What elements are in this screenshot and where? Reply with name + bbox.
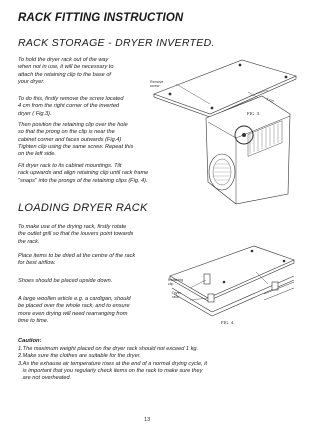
caution-item: 2.Make sure the clothes are suitable for the dryer. bbox=[18, 353, 141, 360]
figure-3-label: FIG. 3. bbox=[247, 111, 261, 116]
caution-title: Caution: bbox=[18, 338, 42, 344]
paragraph-woollen-article: A large woollen article e.g. a cardigan, should be placed over the whole rack, and to ensure more even drying will need rearranging from time to time. bbox=[18, 296, 131, 324]
paragraph-rotate-grill: To make use of the drying rack, firstly rotate the outlet grill so that the louvers point towards the rack. bbox=[18, 224, 134, 245]
caution-item: are not overheated. bbox=[18, 375, 72, 382]
paragraph-position-clip: Then position the retaining clip over the hole so that the prong on the clip is near the cabinet corner and faces outwards (Fig.4) Tighten clip using the same screw. Repeat this on the left side. bbox=[18, 122, 134, 158]
figure-3-illustration bbox=[150, 56, 298, 206]
figure-4-illustration bbox=[168, 244, 296, 336]
caution-item: 3.As the exhause air temperature rises at the end of a normal drying cycle, it bbox=[18, 360, 208, 367]
callout-dryer-rack: Dryer rack bbox=[172, 291, 181, 300]
page-number: 13 bbox=[144, 417, 151, 423]
caution-item: 1.The maximum weight placed on the dryer rack should not exceed 1 kg. bbox=[18, 346, 199, 352]
paragraph-shoes: Shoes should be placed upside down. bbox=[18, 278, 113, 284]
paragraph-remove-screw: To do this, firstly remove the screw located 4 cm from the right corner of the inverted dryer ( Fig.3). bbox=[18, 96, 124, 117]
figure-3-drawing bbox=[150, 56, 298, 206]
caution-list bbox=[18, 346, 288, 382]
section-heading-loading: LOADING DRYER RACK bbox=[18, 202, 148, 214]
callout-dimension: 4 cm bbox=[265, 96, 275, 104]
figure-4-label: FIG. 4. bbox=[221, 320, 235, 325]
paragraph-place-items: Place items to be dried at the centre of the rack for best airflow. bbox=[18, 253, 136, 267]
caution-item: is important that you regularly check items on the rack to make sure they bbox=[18, 367, 203, 374]
paragraph-hold-rack: To hold the dryer rack out of the way when not in use, it will be necessary to attach the retaining clip to the base of your dryer. bbox=[18, 57, 114, 85]
callout-remove-screw: Remove screw bbox=[150, 80, 164, 89]
callout-retaining-clip: Retaining clip bbox=[168, 278, 184, 287]
page-title: RACK FITTING INSTRUCTION bbox=[18, 12, 184, 24]
paragraph-fit-rack: Fit dryer rack to its cabinet mountings. Tilt rack upwards and align retaining clip until rack frame "snaps" into the prongs of the retaining clips (Fig. 4). bbox=[18, 163, 149, 184]
section-heading-rack-storage: RACK STORAGE - DRYER INVERTED. bbox=[18, 37, 215, 49]
